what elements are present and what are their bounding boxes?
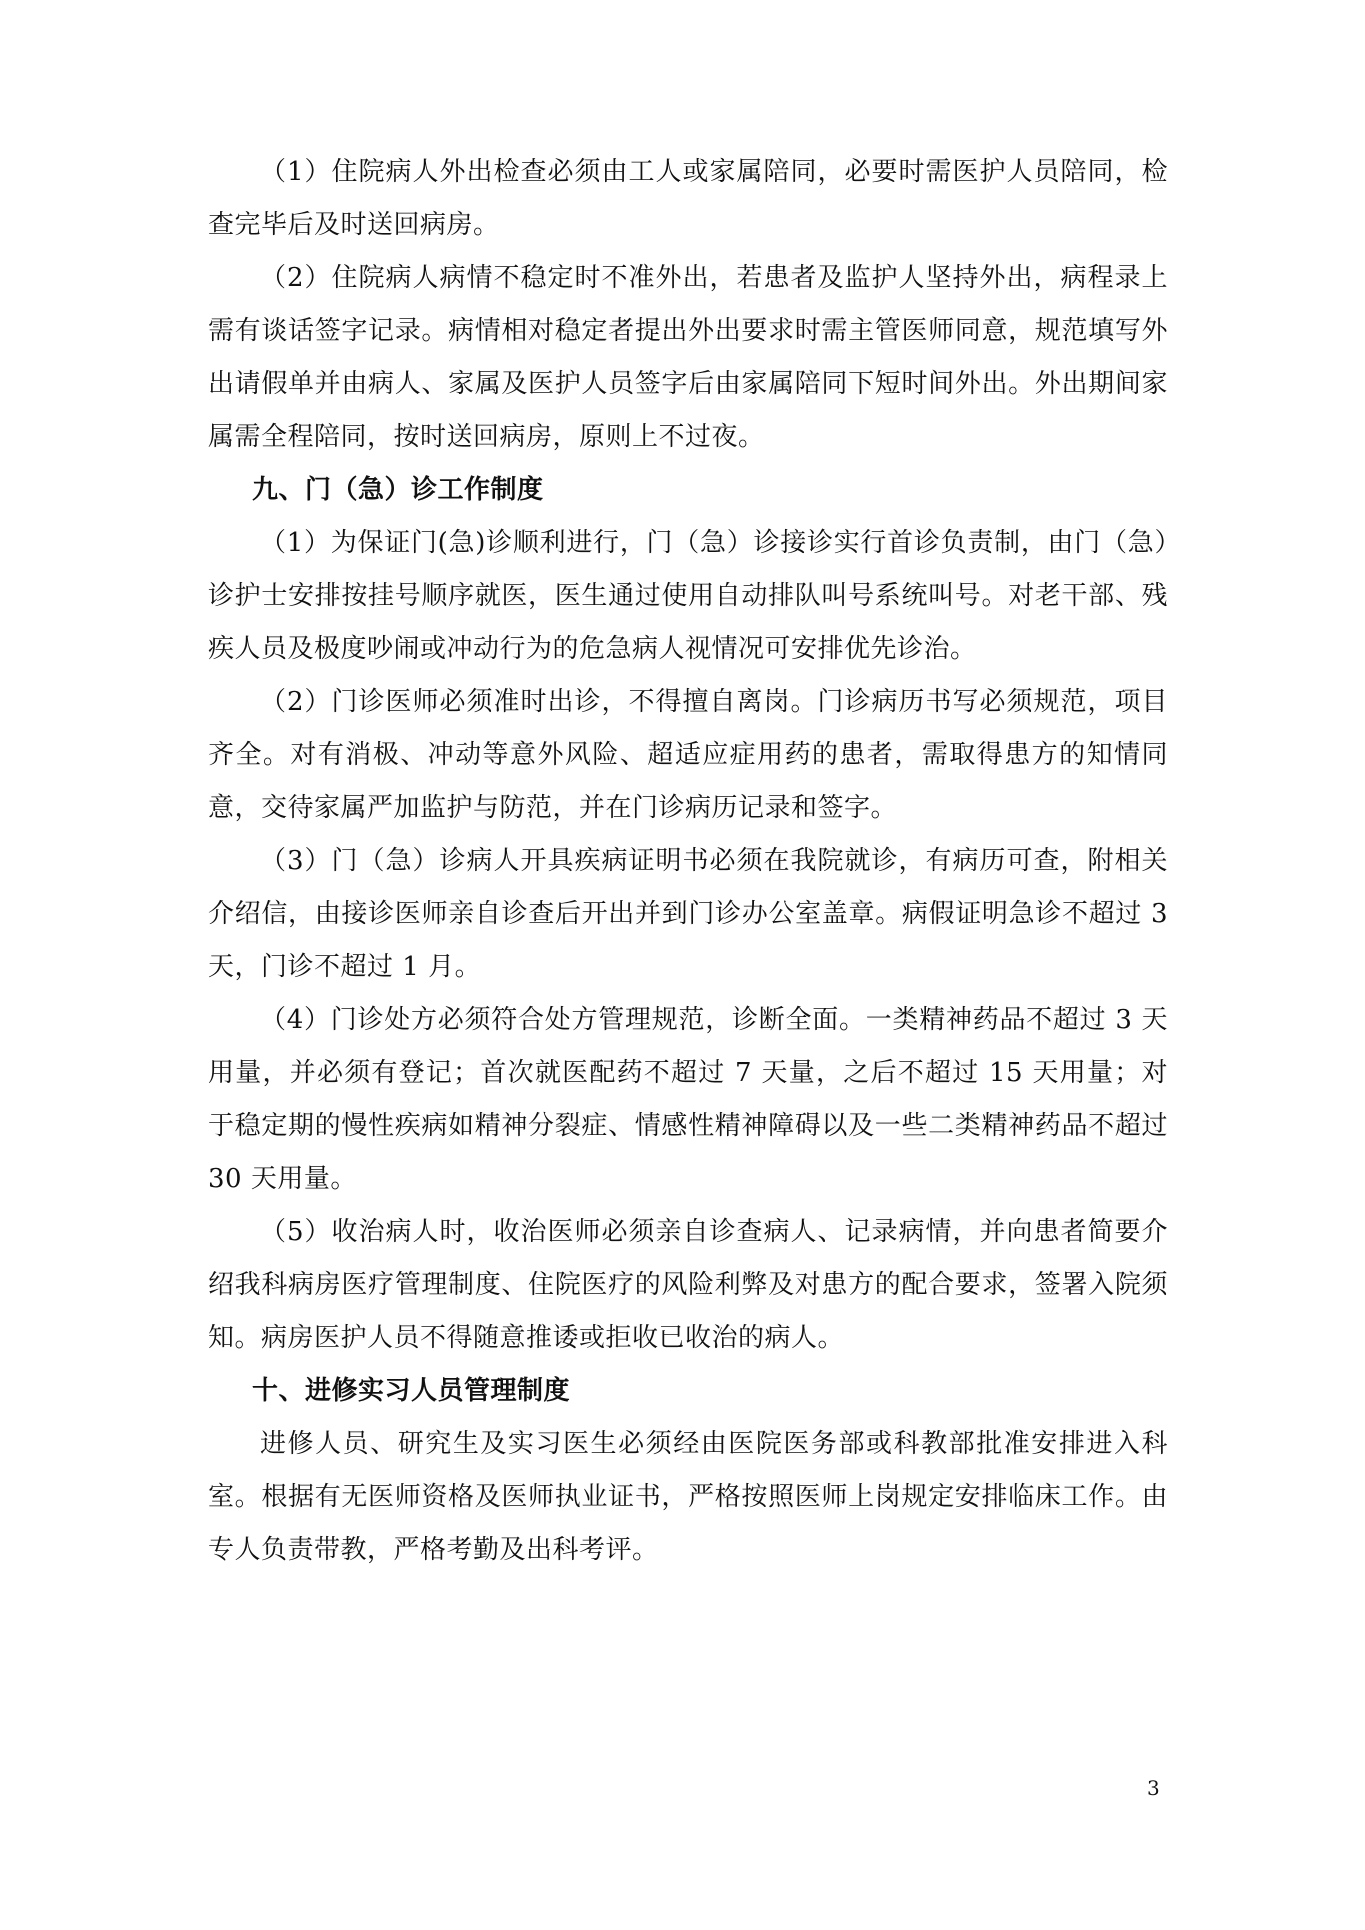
- paragraph-trainees: 进修人员、研究生及实习医生必须经由医院医务部或科教部批准安排进入科室。根据有无医师资格及医师执业证书，严格按照医师上岗规定安排临床工作。由专人负责带教，严格考勤及出科考评。: [208, 1429, 1168, 1565]
- paragraph-outpatient-first-visit: （1）为保证门(急)诊顺利进行，门（急）诊接诊实行首诊负责制，由门（急）诊护士安排按挂号顺序就医，医生通过使用自动排队叫号系统叫号。对老干部、残疾人员及极度吵闹或冲动行为的危急病人视情况可安排优先诊治。: [208, 528, 1168, 664]
- paragraph-sick-certificate: （3）门（急）诊病人开具疾病证明书必须在我院就诊，有病历可查，附相关介绍信，由接诊医师亲自诊查后开出并到门诊办公室盖章。病假证明急诊不超过 3 天，门诊不超过 1 月。: [208, 846, 1168, 982]
- paragraph-admission: （5）收治病人时，收治医师必须亲自诊查病人、记录病情，并向患者简要介绍我科病房医疗管理制度、住院医疗的风险利弊及对患方的配合要求，签署入院须知。病房医护人员不得随意推诿或拒收已收治的病人。: [208, 1217, 1168, 1353]
- document-body: [208, 146, 1168, 1577]
- paragraph-outing-check: （1）住院病人外出检查必须由工人或家属陪同，必要时需医护人员陪同，检查完毕后及时送回病房。: [208, 157, 1168, 240]
- paragraph-outing-unstable: （2）住院病人病情不稳定时不准外出，若患者及监护人坚持外出，病程录上需有谈话签字记录。病情相对稳定者提出外出要求时需主管医师同意，规范填写外出请假单并由病人、家属及医护人员签字后由家属陪同下短时间外出。外出期间家属需全程陪同，按时送回病房，原则上不过夜。: [208, 263, 1168, 452]
- section-heading-trainees: 十、进修实习人员管理制度: [252, 1376, 571, 1406]
- page-number: 3: [1147, 1776, 1160, 1800]
- paragraph-prescription: （4）门诊处方必须符合处方管理规范，诊断全面。一类精神药品不超过 3 天用量，并必须有登记；首次就医配药不超过 7 天量，之后不超过 15 天用量；对于稳定期的慢性疾病如精神分裂症、情感性精神障碍以及一些二类精神药品不超过 30 天用量。: [208, 1005, 1168, 1194]
- section-heading-outpatient: 九、门（急）诊工作制度: [252, 475, 544, 505]
- paragraph-outpatient-physician: （2）门诊医师必须准时出诊，不得擅自离岗。门诊病历书写必须规范，项目齐全。对有消极、冲动等意外风险、超适应症用药的患者，需取得患方的知情同意，交待家属严加监护与防范，并在门诊病历记录和签字。: [208, 687, 1168, 823]
